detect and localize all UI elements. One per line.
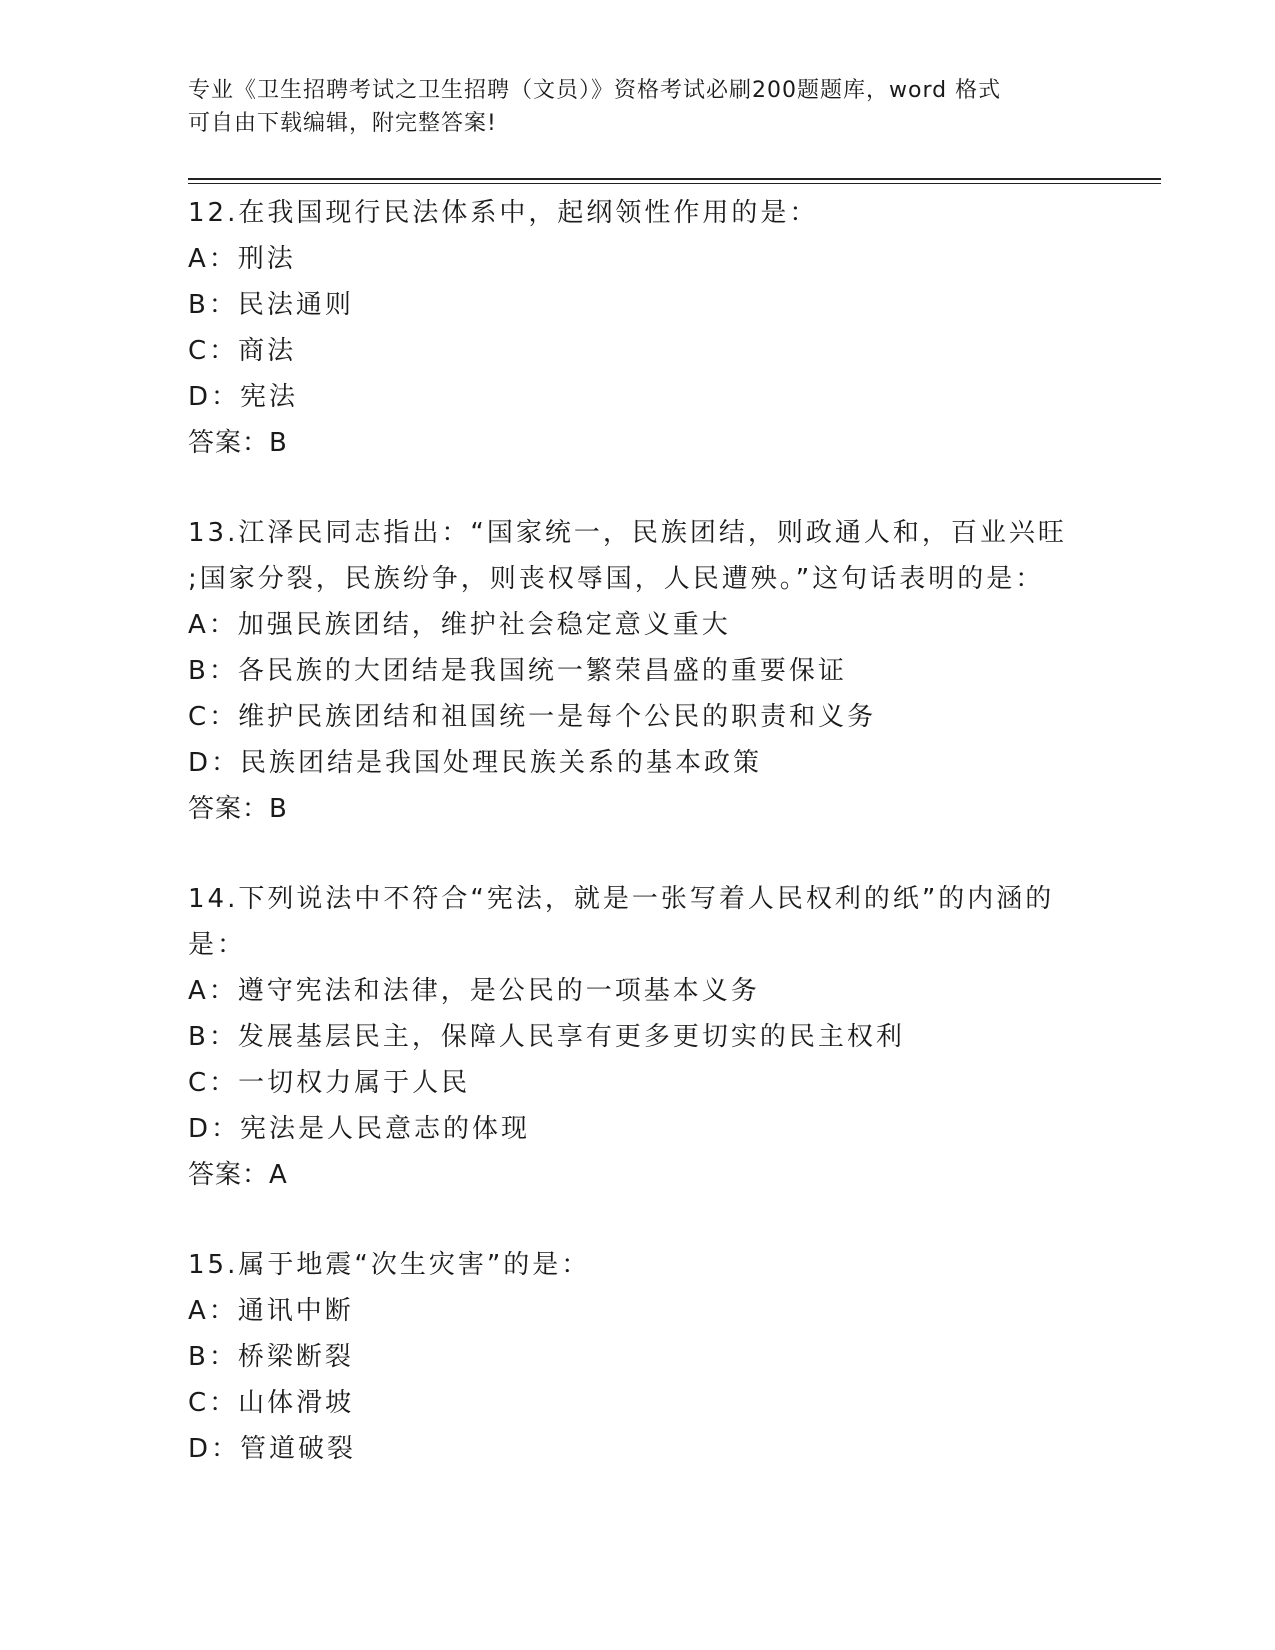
option-c: C：维护民族团结和祖国统一是每个公民的职责和义务: [188, 702, 877, 732]
header-divider-thick: [188, 178, 1161, 180]
option-c: C：山体滑坡: [188, 1388, 355, 1418]
question-stem: 14.下列说法中不符合“宪法，就是一张写着人民权利的纸”的内涵的: [188, 884, 1055, 914]
question-stem-continued: ;国家分裂，民族纷争，则丧权辱国，人民遭殃。”这句话表明的是：: [188, 564, 1045, 594]
option-d: D：民族团结是我国处理民族关系的基本政策: [188, 748, 763, 778]
option-b: B：发展基层民主，保障人民享有更多更切实的民主权利: [188, 1022, 905, 1052]
option-d: D：宪法: [188, 382, 299, 412]
answer-line: 答案：A: [188, 1160, 288, 1190]
option-c: C：商法: [188, 336, 297, 366]
option-b: B：民法通则: [188, 290, 354, 320]
question-stem: 13.江泽民同志指出：“国家统一，民族团结，则政通人和，百业兴旺: [188, 518, 1067, 548]
option-b: B：桥梁断裂: [188, 1342, 354, 1372]
question-spacer: [188, 832, 1088, 876]
option-c: C：一切权力属于人民: [188, 1068, 471, 1098]
option-a: A：加强民族团结，维护社会稳定意义重大: [188, 610, 731, 640]
answer-line: 答案：B: [188, 794, 288, 824]
question-item: [188, 510, 1088, 832]
option-a: A：通讯中断: [188, 1296, 354, 1326]
question-list: [188, 190, 1088, 1472]
question-item: [188, 876, 1088, 1198]
option-a: A：遵守宪法和法律，是公民的一项基本义务: [188, 976, 760, 1006]
option-d: D：宪法是人民意志的体现: [188, 1114, 531, 1144]
header-title-line-2: 可自由下载编辑，附完整答案!: [188, 111, 497, 136]
option-d: D：管道破裂: [188, 1434, 357, 1464]
document-header: [188, 74, 1088, 140]
question-spacer: [188, 1198, 1088, 1242]
header-divider-thin: [188, 183, 1161, 184]
question-stem-continued: 是：: [188, 930, 247, 960]
question-item: [188, 190, 1088, 466]
question-stem: 12.在我国现行民法体系中，起纲领性作用的是：: [188, 198, 819, 228]
answer-line: 答案：B: [188, 428, 288, 458]
question-spacer: [188, 466, 1088, 510]
option-a: A：刑法: [188, 244, 296, 274]
question-item: [188, 1242, 1088, 1472]
header-title-line-1: 专业《卫生招聘考试之卫生招聘（文员）》资格考试必刷200题题库，word 格式: [188, 78, 1002, 103]
option-b: B：各民族的大团结是我国统一繁荣昌盛的重要保证: [188, 656, 847, 686]
question-stem: 15.属于地震“次生灾害”的是：: [188, 1250, 591, 1280]
